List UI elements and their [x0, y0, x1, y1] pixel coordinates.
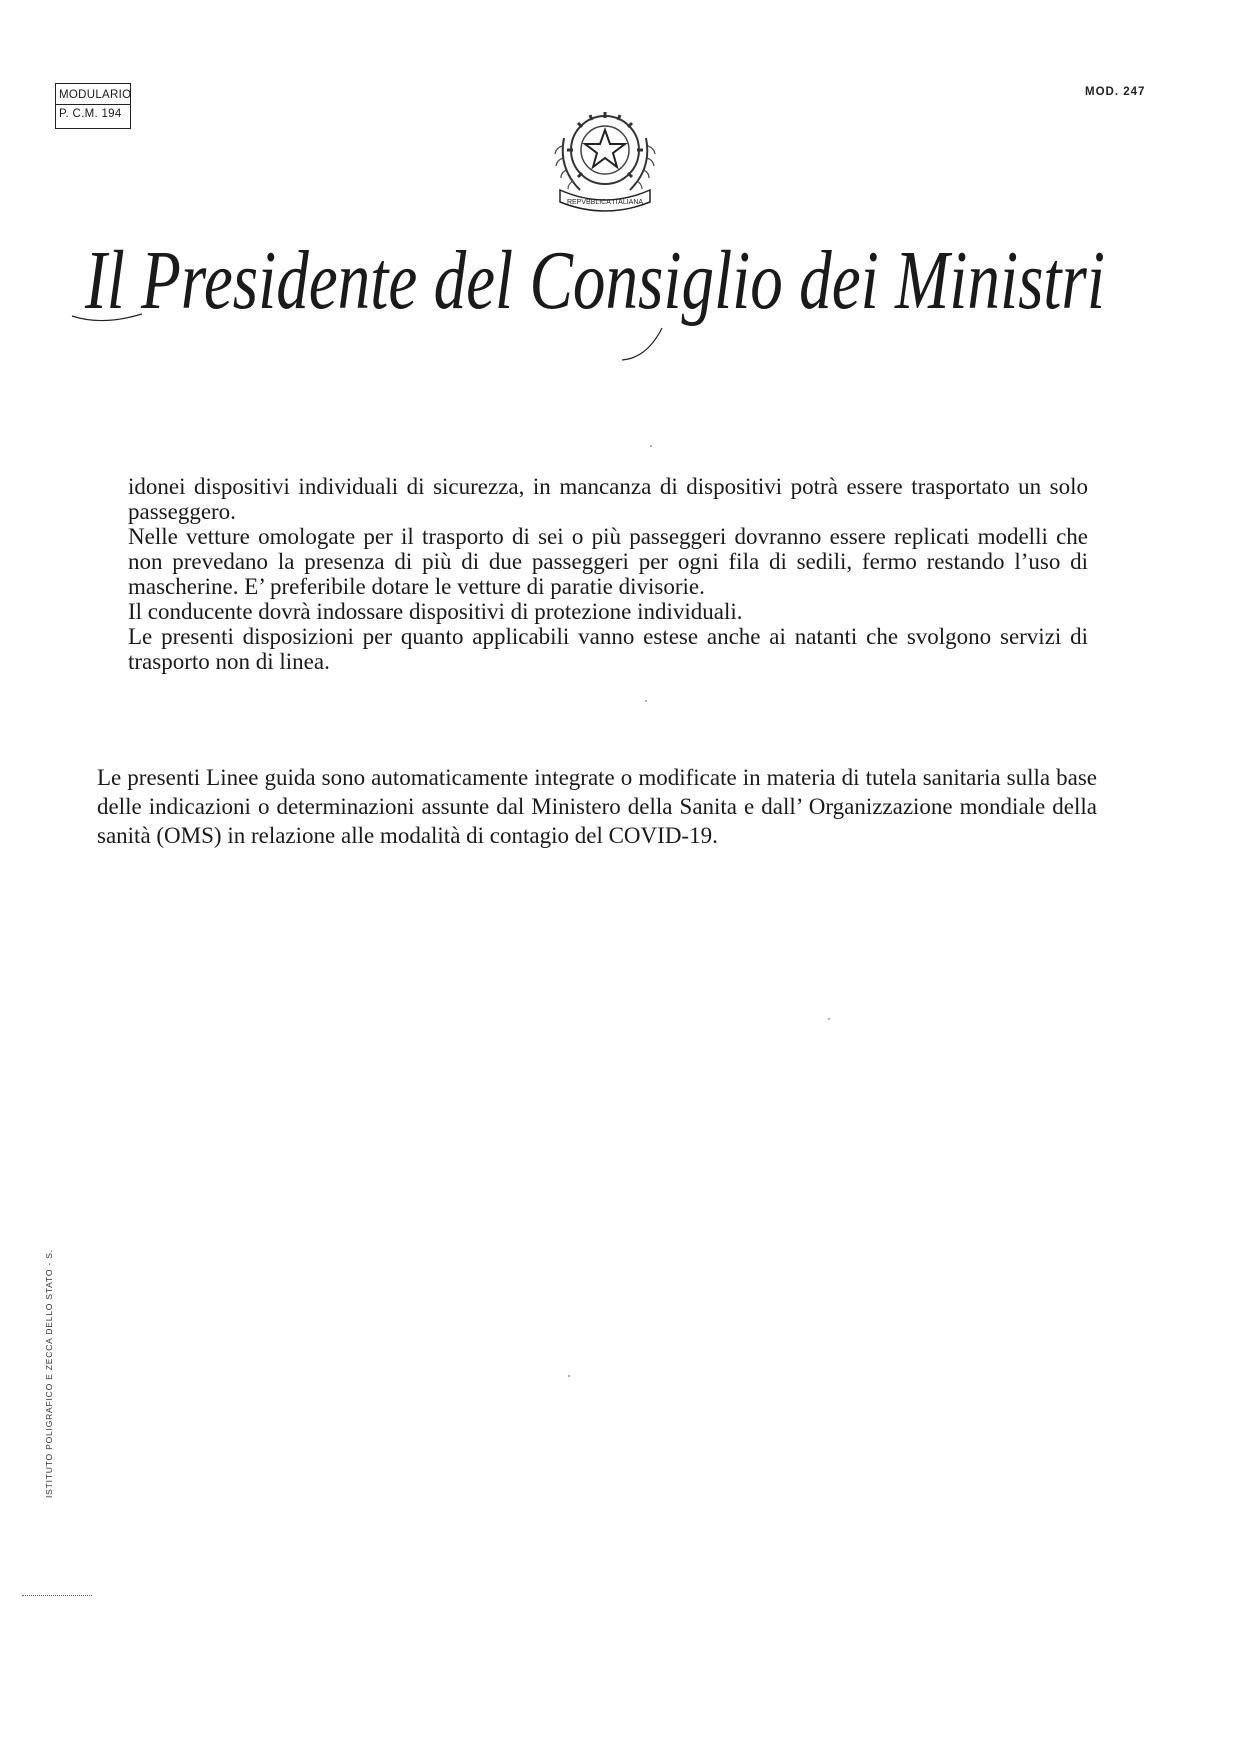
emblem-ribbon-text: REPVBBLICA ITALIANA [566, 199, 644, 206]
body-line: Il conducente dovrà indossare dispositivi di protezione individuali. [128, 599, 743, 624]
body-paragraph-1 [128, 474, 1088, 674]
modulario-code: P. C.M. 194 [56, 104, 130, 123]
printer-mark [33, 1249, 54, 1498]
body-line: Le presenti Linee guida sono automaticamente integrate o modificate in materia di tutela sanitaria sulla base delle indicazioni o determinazioni assunte dal Ministero della Sanita e dall’ Organizzazione mondiale della sanità (OMS) in relazione alle modalità di contagio del COVID-19. [97, 765, 1097, 848]
divider [22, 1595, 92, 1596]
body-line: idonei dispositivi individuali di sicurezza, in mancanza di dispositivi potrà essere trasportato un solo passeggero. [128, 474, 1088, 524]
scan-speck [645, 700, 647, 702]
scan-speck [650, 445, 652, 447]
page-title [62, 218, 1128, 368]
body-line: Le presenti disposizioni per quanto applicabili vanno estese anche ai natanti che svolgono servizi di trasporto non di linea. [128, 624, 1088, 674]
mod-code: MOD. 247 [1085, 86, 1146, 98]
heading-graphic [62, 218, 1128, 368]
italian-republic-emblem-icon [550, 98, 660, 218]
printer-mark-text: ISTITUTO POLIGRAFICO E ZECCA DELLO STATO - S. [44, 1249, 54, 1498]
body-line: Nelle vetture omologate per il trasporto di sei o più passeggeri dovranno essere replicati modelli che non prevedano la presenza di più di due passeggeri per ogni fila di sedili, fermo restando l’uso di mascherine. E’ preferibile dotare le vetture di paratie divisorie. [128, 524, 1088, 599]
modulario-box [55, 83, 131, 129]
body-paragraph-2 [97, 763, 1097, 850]
scan-speck [568, 1375, 570, 1377]
scan-speck [828, 1018, 830, 1020]
heading-text: Il Presidente del Consiglio dei Ministri [84, 234, 1106, 327]
emblem-graphic [550, 98, 660, 218]
modulario-label: MODULARIO [59, 89, 132, 101]
